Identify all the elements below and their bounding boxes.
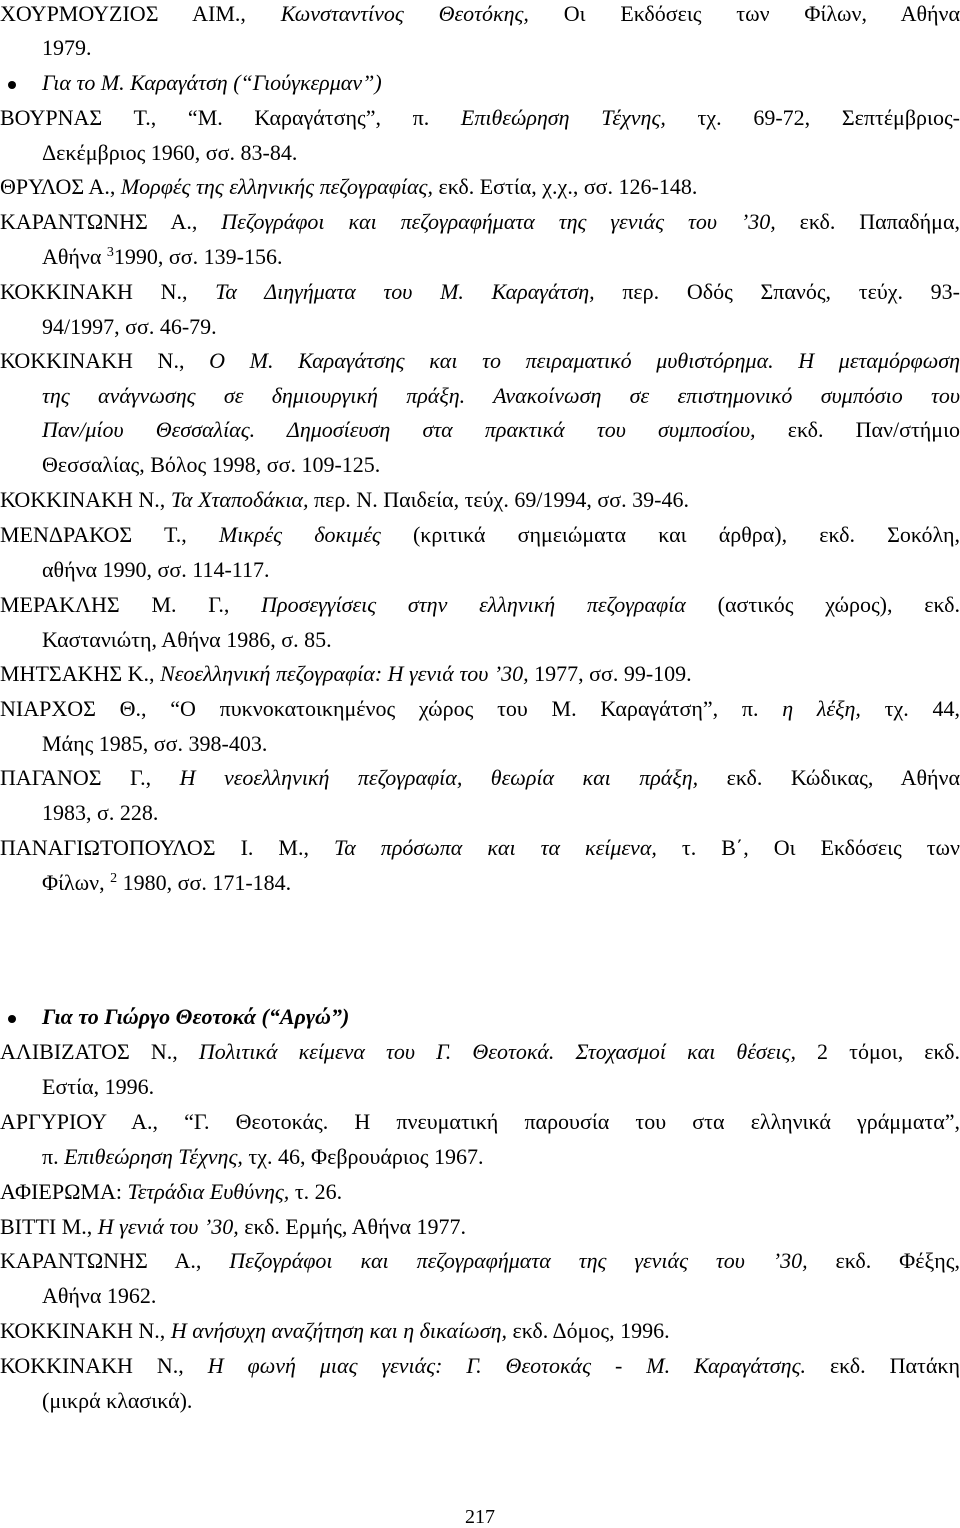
text-segment: τχ. 69-72, Σεπτέμβριος-	[665, 105, 960, 130]
reference-line	[42, 243, 960, 271]
text-segment: 1979.	[42, 35, 92, 60]
text-segment: εκδ. Δόμος, 1996.	[506, 1318, 670, 1343]
bullet-icon	[8, 81, 16, 89]
text-segment: Πολιτικά κείμενα του Γ. Θεοτοκά. Στοχασμοί και θέσεις,	[198, 1039, 796, 1064]
text-segment: τχ. 44,	[860, 696, 960, 721]
superscript: 2	[110, 871, 118, 886]
text-segment: εκδ. Κώδικας, Αθήνα	[698, 765, 960, 790]
text-segment: Οι Εκδόσεις των Φίλων, Αθήνα	[528, 1, 960, 26]
text-segment: Θεσσαλίας, Βόλος 1998, σσ. 109-125.	[42, 452, 381, 477]
text-segment: ΚΟΚΚΙΝΑΚΗ Ν.,	[0, 487, 171, 512]
text-segment: ΒΙΤΤΙ Μ.,	[0, 1214, 98, 1239]
text-segment: Κωνσταντίνος Θεοτόκης,	[280, 1, 529, 26]
reference-line	[42, 382, 960, 410]
text-segment: Νεοελληνική πεζογραφία: Η γενιά του ’30,	[160, 661, 529, 686]
reference-line	[42, 1387, 960, 1415]
text-segment: ΚΑΡΑΝΤΩΝΗΣ Α.,	[0, 1248, 230, 1273]
reference-line	[0, 695, 960, 723]
reference-line	[0, 521, 960, 549]
text-segment: 1990, σσ. 139-156.	[113, 244, 283, 269]
reference-line	[0, 1178, 960, 1206]
text-segment: ΧΟΥΡΜΟΥΖΙΟΣ ΑΙΜ.,	[0, 1, 281, 26]
text-segment: ΚΟΚΚΙΝΑΚΗ Ν.,	[0, 279, 216, 304]
reference-line	[42, 139, 960, 167]
reference-line	[0, 1108, 960, 1136]
reference-line	[0, 0, 960, 28]
text-segment: Επιθεώρηση Τέχνης,	[460, 105, 666, 130]
text-segment: ΜΗΤΣΑΚΗΣ Κ.,	[0, 661, 161, 686]
text-segment: Αθήνα	[42, 244, 107, 269]
text-segment: εκδ. Παν/στήμιο	[755, 417, 960, 442]
text-segment: (αστικός χώρος), εκδ.	[685, 592, 960, 617]
reference-line	[0, 486, 960, 514]
text-segment: αθήνα 1990, σσ. 114-117.	[42, 557, 270, 582]
text-segment: 1983, σ. 228.	[42, 800, 159, 825]
text-segment: εκδ. Πατάκη	[806, 1353, 960, 1378]
text-segment: ΘΡΥΛΟΣ Α.,	[0, 174, 121, 199]
reference-line	[42, 1143, 960, 1171]
reference-line	[0, 104, 960, 132]
reference-line	[0, 591, 960, 619]
reference-line	[42, 869, 960, 897]
text-segment: 94/1997, σσ. 46-79.	[42, 314, 217, 339]
text-segment: Πεζογράφοι και πεζογραφήματα της γενιάς του ’30,	[221, 209, 776, 234]
reference-line	[0, 834, 960, 862]
text-segment: ΠΑΝΑΓΙΩΤΟΠΟΥΛΟΣ Ι. Μ.,	[0, 835, 334, 860]
text-segment: π.	[42, 1144, 65, 1169]
text-segment: (μικρά κλασικά).	[42, 1388, 193, 1413]
text-segment: ΚΟΚΚΙΝΑΚΗ Ν.,	[0, 1318, 171, 1343]
text-segment: η λέξη,	[782, 696, 861, 721]
text-segment: Προσεγγίσεις στην ελληνική πεζογραφία	[261, 592, 686, 617]
reference-line	[42, 1282, 960, 1310]
reference-line	[42, 730, 960, 758]
text-segment: Καστανιώτη, Αθήνα 1986, σ. 85.	[42, 627, 332, 652]
reference-line	[42, 313, 960, 341]
text-segment: Τα Διηγήματα του Μ. Καραγάτση,	[215, 279, 595, 304]
text-segment: Αθήνα 1962.	[42, 1283, 157, 1308]
text-segment: 1977, σσ. 99-109.	[528, 661, 692, 686]
bullet-heading	[42, 1003, 960, 1031]
text-segment: ΚΟΚΚΙΝΑΚΗ Ν.,	[0, 348, 210, 373]
text-segment: ΑΡΓΥΡΙΟΥ Α., “Γ. Θεοτοκάς. Η πνευματική παρουσία του στα ελληνικά γράμματα”,	[0, 1109, 960, 1134]
reference-line	[42, 451, 960, 479]
text-segment: ΑΛΙΒΙΖΑΤΟΣ Ν.,	[0, 1039, 199, 1064]
reference-line	[42, 799, 960, 827]
text-segment: Η φωνή μιας γενιάς: Γ. Θεοτοκάς - Μ. Καραγάτσης.	[207, 1353, 806, 1378]
text-segment: Για το Γιώργο Θεοτοκά (“Αργώ”)	[42, 1004, 350, 1029]
reference-line	[0, 1352, 960, 1380]
text-segment: ΜΕΝΔΡΑΚΟΣ Τ.,	[0, 522, 219, 547]
text-segment: ΝΙΑΡΧΟΣ Θ., “Ο πυκνοκατοικημένος χώρος του Μ. Καραγάτση”, π.	[0, 696, 783, 721]
text-segment: Δεκέμβριος 1960, σσ. 83-84.	[42, 140, 298, 165]
text-segment: Για το Μ. Καραγάτση (“Γιούγκερμαν”)	[42, 70, 382, 95]
text-segment: τχ. 46, Φεβρουάριος 1967.	[242, 1144, 484, 1169]
bullet-icon	[8, 1015, 16, 1023]
reference-line	[42, 556, 960, 584]
text-segment: Τετράδια Ευθύνης,	[127, 1179, 290, 1204]
reference-line	[42, 34, 960, 62]
reference-line	[0, 764, 960, 792]
text-segment: ΜΕΡΑΚΛΗΣ Μ. Γ.,	[0, 592, 262, 617]
text-segment: ΚΟΚΚΙΝΑΚΗ Ν.,	[0, 1353, 208, 1378]
text-segment: Η ανήσυχη αναζήτηση και η δικαίωση,	[170, 1318, 507, 1343]
text-segment: Μάης 1985, σσ. 398-403.	[42, 731, 268, 756]
text-segment: ΒΟΥΡΝΑΣ Τ., “Μ. Καραγάτσης”, π.	[0, 105, 461, 130]
reference-line	[42, 626, 960, 654]
text-segment: Η νεοελληνική πεζογραφία, θεωρία και πράξη,	[179, 765, 699, 790]
reference-line	[0, 1317, 960, 1345]
reference-line	[0, 1038, 960, 1066]
reference-line	[0, 1247, 960, 1275]
text-segment: Εστία, 1996.	[42, 1074, 155, 1099]
text-segment: εκδ. Φέξης,	[807, 1248, 960, 1273]
text-segment: περ. Οδός Σπανός, τεύχ. 93-	[594, 279, 960, 304]
text-segment: ΚΑΡΑΝΤΩΝΗΣ Α.,	[0, 209, 222, 234]
text-segment: Πεζογράφοι και πεζογραφήματα της γενιάς του ’30,	[229, 1248, 808, 1273]
text-segment: ΑΦΙΕΡΩΜΑ:	[0, 1179, 128, 1204]
text-segment: (κριτικά σημειώματα και άρθρα), εκδ. Σοκόλη,	[380, 522, 960, 547]
reference-line	[42, 1073, 960, 1101]
reference-line	[0, 173, 960, 201]
superscript: 3	[106, 245, 114, 260]
reference-line	[0, 208, 960, 236]
text-segment: Ο Μ. Καραγάτσης και το πειραματικό μυθιστόρημα. Η μεταμόρφωση	[209, 348, 960, 373]
text-segment: 1980, σσ. 171-184.	[117, 870, 292, 895]
bullet-heading	[42, 69, 960, 97]
text-segment: ΠΑΓΑΝΟΣ Γ.,	[0, 765, 180, 790]
text-segment: εκδ. Ερμής, Αθήνα 1977.	[238, 1214, 467, 1239]
text-segment: Μικρές δοκιμές	[218, 522, 381, 547]
text-segment: τ. 26.	[289, 1179, 343, 1204]
text-segment: εκδ. Εστία, χ.χ., σσ. 126-148.	[433, 174, 698, 199]
reference-line	[0, 278, 960, 306]
reference-line	[0, 1213, 960, 1241]
text-segment: Επιθεώρηση Τέχνης,	[64, 1144, 243, 1169]
text-segment: Τα Χταποδάκια,	[170, 487, 309, 512]
text-segment: Τα πρόσωπα και τα κείμενα,	[334, 835, 657, 860]
text-segment: Φίλων,	[42, 870, 111, 895]
text-segment: περ. Ν. Παιδεία, τεύχ. 69/1994, σσ. 39-46.	[308, 487, 689, 512]
text-segment: τ. Β΄, Οι Εκδόσεις των	[656, 835, 960, 860]
text-segment: 2 τόμοι, εκδ.	[795, 1039, 960, 1064]
text-segment: της ανάγνωσης σε δημιουργική πράξη. Ανακοίνωση σε επιστημονικό συμπόσιο του	[42, 383, 960, 408]
reference-line	[0, 660, 960, 688]
text-segment: Μορφές της ελληνικής πεζογραφίας,	[120, 174, 433, 199]
text-segment: Παν/μίου Θεσσαλίας. Δημοσίευση στα πρακτικά του συμποσίου,	[42, 417, 756, 442]
reference-line	[0, 347, 960, 375]
text-segment: Η γενιά του ’30,	[97, 1214, 239, 1239]
page-number: 217	[465, 1506, 495, 1528]
text-segment: εκδ. Παπαδήμα,	[775, 209, 960, 234]
reference-line	[42, 416, 960, 444]
